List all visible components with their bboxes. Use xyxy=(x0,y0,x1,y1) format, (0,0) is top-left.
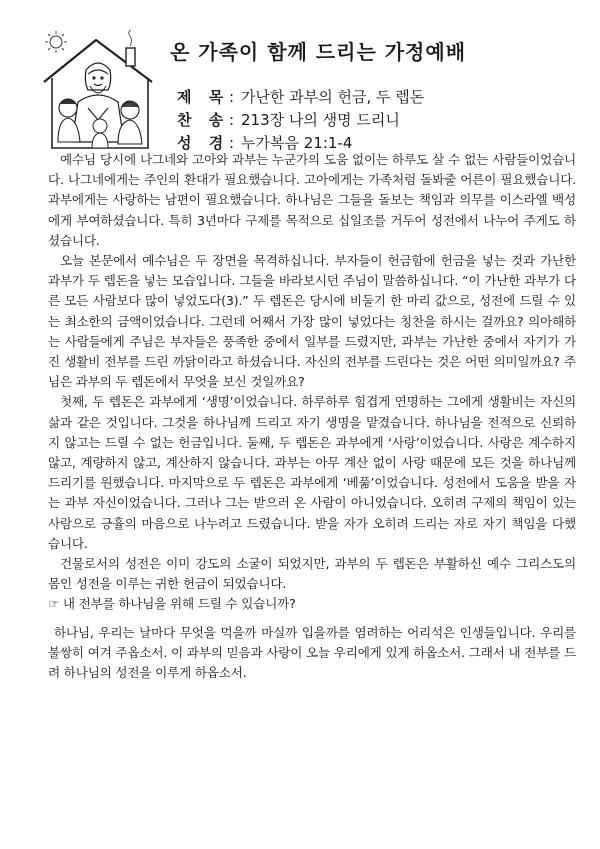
scripture-label: 성 경 xyxy=(177,134,230,152)
hymn-value: 213장 나의 생명 드리니 xyxy=(241,111,400,129)
subject-row: 제 목: 가난한 과부의 헌금, 두 렙돈 xyxy=(177,86,424,109)
hymn-row: 찬 송: 213장 나의 생명 드리니 xyxy=(177,109,424,132)
family-worship-illustration xyxy=(38,30,158,152)
worship-info xyxy=(177,86,424,155)
paragraph-scene: 오늘 본문에서 예수님은 두 장면을 목격하십니다. 부자들이 헌금함에 헌금을 넣는 것과 가난한 과부가 두 렙돈을 넣는 모습입니다. 그들을 바라보시던 주님이 말씀하십니다. “이 가난한 과부가 다른 모든 사람보다 많이 넣었도다(3).” 두 렙돈은 당시에 비둘기 한 마리 값으로, 성전에 드릴 수 있는 최소한의 금액이었습니다. 그런데 어째서 가장 많이 넣었다는 칭찬을 하시는 걸까요? 의아해하는 사람들에게 주님은 부자들은 풍족한 중에서 일부를 드렸지만, 과부는 가난한 중에서 자기가 가진 생활비 전부를 드린 까닭이라고 하셨습니다. 자신의 전부를 드린다는 것은 어떤 의미일까요? 주님은 과부의 두 렙돈에서 무엇을 보신 것일까요? xyxy=(48,253,576,390)
subject-label: 제 목 xyxy=(177,88,230,106)
subject-value: 가난한 과부의 헌금, 두 렙돈 xyxy=(241,88,425,106)
sun-rays xyxy=(45,31,67,53)
paragraph-meaning: 첫째, 두 렙돈은 과부에게 ‘생명’이었습니다. 하루하루 힘겹게 연명하는 그에게 생활비는 자신의 삶과 같은 것입니다. 그것을 하나님께 드리고 자기 생명을 맡겼습니다. 하나님을 전적으로 신뢰하지 않고는 드릴 수 없는 헌금입니다. 둘째, 두 렙돈은 과부에게 ‘사랑’이었습니다. 사랑은 계수하지 않고, 계량하지 않고, 계산하지 않습니다. 과부는 아무 계산 없이 사랑 때문에 모든 것을 하나님께 드리기를 원했습니다. 마지막으로 두 렙돈은 과부에게 ‘베풂’이었습니다. 성전에서 도움을 받을 자는 과부 자신이었습니다. 그러나 그는 받으러 온 사람이 아니었습니다. 오히려 구제의 책임이 있는 사람으로 긍휼의 마음으로 나누려고 드렸습니다. 받을 자가 오히려 드리는 자로 자기 책임을 다했습니다. xyxy=(48,394,576,551)
hymn-label: 찬 송 xyxy=(177,111,230,129)
closing-prayer: 하나님, 우리는 날마다 무엇을 먹을까 마실까 입을까를 염려하는 어리석은 인생들입니다. 우리를 불쌍히 여겨 주옵소서. 이 과부의 믿음과 사랑이 오늘 우리에게 있게 하옵소서. 그래서 내 전부를 드려 하나님의 성전을 이루게 하옵소서. xyxy=(48,624,576,681)
header xyxy=(0,0,600,160)
reflection-question: ☞ 내 전부를 하나님을 위해 드릴 수 있습니까? xyxy=(48,596,296,612)
paragraph-conclusion: 건물로서의 성전은 이미 강도의 소굴이 되었지만, 과부의 두 렙돈은 부활하신 예수 그리스도의 몸인 성전을 이루는 귀한 헌금이 되었습니다. xyxy=(48,556,576,592)
scripture-value: 누가복음 21:1-4 xyxy=(241,134,353,152)
sermon-body xyxy=(48,150,576,683)
page-title: 온 가족이 함께 드리는 가정예배 xyxy=(170,40,467,64)
paragraph-intro: 예수님 당시에 나그네와 고아와 과부는 누군가의 도움 없이는 하루도 살 수 없는 사람들이었습니다. 나그네에게는 주인의 환대가 필요했습니다. 고아에게는 가족처럼 돌봐줄 어른이 필요했습니다. 과부에게는 사랑하는 남편이 필요했습니다. 하나님은 그들을 돌보는 책임과 의무를 이스라엘 백성에게 부여하셨습니다. 특히 3년마다 구제를 목적으로 십일조를 거두어 성전에서 나누어 주게도 하셨습니다. xyxy=(48,152,576,248)
sun-icon xyxy=(50,36,62,48)
scripture-row: 성 경: 누가복음 21:1-4 xyxy=(177,132,424,155)
